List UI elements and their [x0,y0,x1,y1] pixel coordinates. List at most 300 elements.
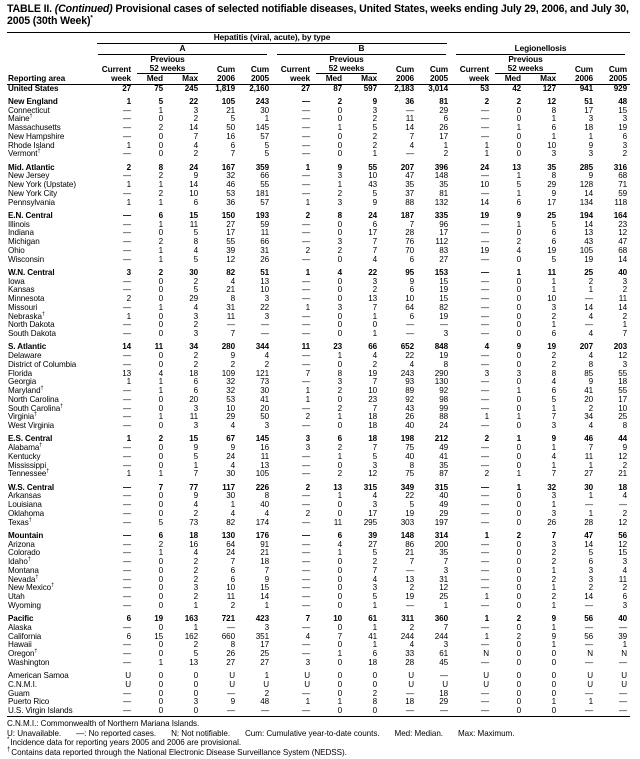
group-label: Legionellosis [456,44,625,55]
cell: 18 [368,657,377,667]
table-row [7,321,630,330]
cell: — [302,574,310,584]
cell: 1 [372,329,377,339]
row-label: Maryland† [8,385,44,396]
cell: 8 [551,105,556,115]
cell: 18 [618,377,627,387]
previous-label [316,55,377,74]
row-label: Wisconsin [8,254,44,264]
cell: — [302,500,310,510]
row-label: W.N. Central [8,267,55,277]
cell: — [481,114,489,124]
cell: 3 [264,421,269,431]
cell: — [302,565,310,575]
cell: 0 [337,557,342,567]
row-label: United States [8,83,59,93]
cell: 1 [126,96,131,106]
cell: 0 [516,254,521,264]
year-2005-line: 2005 [250,73,269,84]
cell: 2 [372,359,377,369]
cell: 51 [260,267,269,277]
cell: 1 [158,219,163,229]
cell: 28 [405,228,414,238]
cell: — [481,557,489,567]
previous-line2: 52 weeks [328,63,365,74]
cell: 1 [516,412,521,422]
cell: 1 [158,377,163,387]
cell: 19 [405,508,414,518]
dagger-marker: † [60,402,64,409]
cell: — [406,329,414,339]
cell: 203 [613,342,627,352]
cell: 396 [434,162,448,172]
dagger-marker: † [34,411,38,418]
table-row [7,124,630,133]
max-header: Max [524,74,559,84]
cell: 12 [368,469,377,479]
cell: 8 [230,294,235,304]
table-row [7,238,630,247]
cell: 2 [337,188,342,198]
cell: — [406,600,414,610]
cell: 130 [221,530,235,540]
cell: 5 [409,500,414,510]
cell: 29 [439,508,448,518]
cell: 2 [409,622,414,632]
cum-line: Cum [574,64,593,75]
asterisk-text: Incidence data for reporting years 2005 and 2006 are provisional. [10,738,242,748]
cell: 39 [618,631,627,641]
cell: 7 [443,622,448,632]
cell: — [123,188,131,198]
cell: 0 [337,460,342,470]
cell: 176 [255,530,269,540]
cell: — [302,311,310,321]
cell: — [123,706,131,716]
cell: — [123,320,131,330]
cell: 7 [372,237,377,247]
footnote-dagger [7,748,635,757]
cell: 0 [516,592,521,602]
table-title [7,4,635,28]
cell: 1 [516,171,521,181]
cell: 3 [551,491,556,501]
cell: 0 [516,131,521,141]
cell: 112 [435,237,448,247]
year-2006-line: 2006 [574,73,593,84]
cell: 24 [226,548,235,558]
cum-line: Cum [429,64,448,75]
cell: 10 [547,140,556,150]
cell: — [481,329,489,339]
cell: 4 [622,491,627,501]
cell: 46 [226,180,235,190]
cell: — [123,557,131,567]
cell: 0 [516,517,521,527]
legend-item: —: No reported cases. [76,728,157,738]
group-label: B [277,44,446,55]
cell: 40 [618,267,627,277]
row-label: Indiana [8,228,34,238]
cell: 7 [305,614,310,624]
cell: 0 [158,451,163,461]
cell: — [302,491,310,501]
cell: 24 [189,162,198,172]
cell: 9 [516,210,521,220]
cell: 6 [158,210,163,220]
cell: 0 [158,311,163,321]
cell: 2 [622,508,627,518]
cell: 6 [551,237,556,247]
cell: — [481,600,489,610]
dagger-marker: † [40,385,44,392]
cell: 1 [588,697,593,707]
cell: — [619,706,627,716]
cell: 0 [158,671,163,681]
table-row [7,142,630,151]
cell: 32 [226,386,235,396]
cell: 0 [337,311,342,321]
cell: 0 [337,679,342,689]
cell: — [481,267,489,277]
cell: 0 [158,351,163,361]
cell: 46 [584,434,593,444]
cell: — [123,237,131,247]
cell: 1 [158,548,163,558]
row-label: Minnesota [8,294,45,304]
cell: — [123,482,131,492]
cell: 0 [516,688,521,698]
cell: — [481,403,489,413]
cell: — [123,600,131,610]
row-label: S. Atlantic [8,342,47,352]
cell: 37 [405,188,414,198]
cell: U [483,679,489,689]
cell: 0 [372,320,377,330]
table-row [7,115,630,124]
cell: 1 [158,180,163,190]
cell: 10 [480,180,489,190]
cell: 1 [126,469,131,479]
cell: 8 [337,210,342,220]
cell: 2 [622,311,627,321]
cell: 4 [484,342,489,352]
cell: 1 [126,311,131,321]
cell: 11 [226,311,235,321]
table-row [7,462,630,471]
legend-item: Max: Maximum. [457,728,515,738]
table-row [7,370,630,379]
cell: 20 [584,394,593,404]
cell: 164 [613,210,627,220]
cell: 3 [551,508,556,518]
cell: 87 [333,83,342,93]
cell: — [481,548,489,558]
table-row [7,422,630,431]
cell: 1 [264,600,269,610]
cell: 1 [305,302,310,312]
cell: 0 [193,679,198,689]
table-body [7,84,630,716]
cell: 0 [516,228,521,238]
cell: 2 [193,574,198,584]
cell: 1 [337,649,342,659]
row-label: New York (Upstate) [8,180,76,190]
cell: 55 [618,386,627,396]
cell: — [302,640,310,650]
cell: 0 [158,359,163,369]
cell: 280 [221,342,235,352]
row-label: Pacific [8,614,34,624]
cell: 187 [400,210,414,220]
cell: 2 [551,548,556,558]
row-label: Illinois [8,219,30,229]
cell: 1 [516,188,521,198]
cell: — [481,622,489,632]
cell: 3 [337,171,342,181]
cell: 34 [189,342,198,352]
cell: 0 [516,329,521,339]
cell: — [302,285,310,295]
cell: 3 [622,600,627,610]
cell: 24 [226,451,235,461]
asterisk-marker: * [7,737,10,744]
cell: — [123,351,131,361]
cell: 0 [158,688,163,698]
row-label: Kansas [8,285,35,295]
row-label: New England [8,96,58,106]
table-row [7,286,630,295]
cell: 2 [551,351,556,361]
cell: 27 [584,469,593,479]
cell: 1 [193,600,198,610]
cell: 2 [193,565,198,575]
cell: 2 [230,359,235,369]
cell: 128 [579,180,593,190]
cell: 39 [368,530,377,540]
cell: 3,014 [428,83,448,93]
cell: 12 [618,228,627,238]
cell: 4 [158,368,163,378]
year-2006-line: 2006 [395,73,414,84]
cell: 1 [158,105,163,115]
cell: 14 [260,592,269,602]
cell: — [481,565,489,575]
cell: 3 [126,267,131,277]
cell: 43 [368,180,377,190]
cell: 4 [264,508,269,518]
cell: 0 [158,228,163,238]
cell: — [302,131,310,141]
cell: 27 [439,254,448,264]
current-line2: week [111,73,131,84]
table-row [7,313,630,322]
table-row [7,549,630,558]
cell: 0 [158,557,163,567]
cell: — [227,706,235,716]
table-row [7,133,630,142]
cell: — [123,649,131,659]
cell: 1 [158,197,163,207]
cell: 0 [337,114,342,124]
table-row [7,444,630,453]
cell: 0 [158,276,163,286]
cell: 5 [193,285,198,295]
cum-line: Cum [216,64,235,75]
cell: 1 [484,412,489,422]
cell: — [481,254,489,264]
cell: 10 [260,285,269,295]
cell: 0 [337,688,342,698]
cell: 30 [189,267,198,277]
cell: 24 [368,210,377,220]
row-label: Vermont† [8,148,41,159]
cell: 0 [337,131,342,141]
row-label: New Hampshire [8,131,65,141]
cell: 0 [337,254,342,264]
cell: 207 [579,342,593,352]
row-label: Ohio [8,245,25,255]
cell: 66 [368,342,377,352]
row-label: Wyoming [8,600,41,610]
cell: 2 [193,320,198,330]
row-label: Kentucky [8,451,41,461]
cell: 2 [158,539,163,549]
cell: 0 [516,451,521,461]
cell: 0 [337,565,342,575]
cell: 0 [516,276,521,286]
cell: 14 [618,302,627,312]
cell: 9 [337,162,342,172]
cell: 0 [516,377,521,387]
cell: — [585,706,593,716]
cell: 2 [264,359,269,369]
dagger-marker: † [41,310,45,317]
cell: 167 [221,162,235,172]
cell: 0 [193,688,198,698]
cell: 0 [337,508,342,518]
cell: 9 [588,140,593,150]
cell: 4 [264,351,269,361]
cell: 1 [551,622,556,632]
cell: 27 [122,83,131,93]
cell: 89 [405,386,414,396]
cell: 17 [547,197,556,207]
cell: — [123,245,131,255]
cell: — [302,403,310,413]
cell: 2 [622,460,627,470]
cell: 25 [584,267,593,277]
cell: 40 [618,614,627,624]
cell: 0 [372,671,377,681]
cell: 25 [439,592,448,602]
cell: — [302,548,310,558]
row-label: Alaska [8,622,32,632]
cell: 8 [230,640,235,650]
table-row [7,278,630,287]
cell: 0 [516,114,521,124]
cell: 2 [484,96,489,106]
row-label: Idaho† [8,556,31,567]
cell: 17 [584,105,593,115]
cell: — [481,574,489,584]
cell: 27 [368,539,377,549]
cell: — [123,640,131,650]
cell: U [229,679,235,689]
cell: 0 [337,329,342,339]
cell: 0 [516,320,521,330]
cell: 6 [193,377,198,387]
cell: — [481,311,489,321]
cell: 3 [305,657,310,667]
cell: 13 [260,276,269,286]
cell: — [302,114,310,124]
cell: 2 [158,434,163,444]
cell: — [123,219,131,229]
cell: 44 [618,434,627,444]
cell: 0 [516,574,521,584]
cell: 18 [368,421,377,431]
cell: 35 [547,162,556,172]
cell: — [302,557,310,567]
cell: 35 [439,460,448,470]
cell: 43 [405,403,414,413]
year-2006-line: 2006 [216,73,235,84]
cell: — [585,640,593,650]
cell: — [227,688,235,698]
table-row [7,470,630,479]
cell: 13 [584,228,593,238]
table-row [7,304,630,313]
cell: 9 [516,342,521,352]
cell: 17 [226,228,235,238]
cell: 19 [154,614,163,624]
cell: 3 [264,294,269,304]
cell: 18 [368,412,377,422]
cell: 4 [409,140,414,150]
cell: N [587,649,593,659]
previous-line1: Previous [329,54,364,64]
cell: 30 [260,105,269,115]
cell: — [406,688,414,698]
cell: 9 [551,614,556,624]
previous-line1: Previous [150,54,185,64]
table-row [7,159,630,172]
cell: 8 [443,359,448,369]
cell: 0 [158,706,163,716]
cell: 0 [516,565,521,575]
cell: 64 [405,302,414,312]
cell: 105 [579,245,593,255]
previous-52-weeks-header [492,55,559,74]
cell: 1 [516,219,521,229]
previous-52-weeks-header [134,55,201,74]
table-row [7,681,630,690]
title-prefix: TABLE II. [7,3,52,15]
cell: 0 [337,105,342,115]
cell: 15 [189,210,198,220]
cell: 1 [516,267,521,277]
cell: 6 [588,557,593,567]
cell: 2 [305,245,310,255]
cell: — [481,539,489,549]
cell: 5 [372,188,377,198]
cell: 0 [158,131,163,141]
cell: 12 [439,583,448,593]
cell: 8 [588,359,593,369]
cell: 75 [154,83,163,93]
cell: 3 [622,140,627,150]
